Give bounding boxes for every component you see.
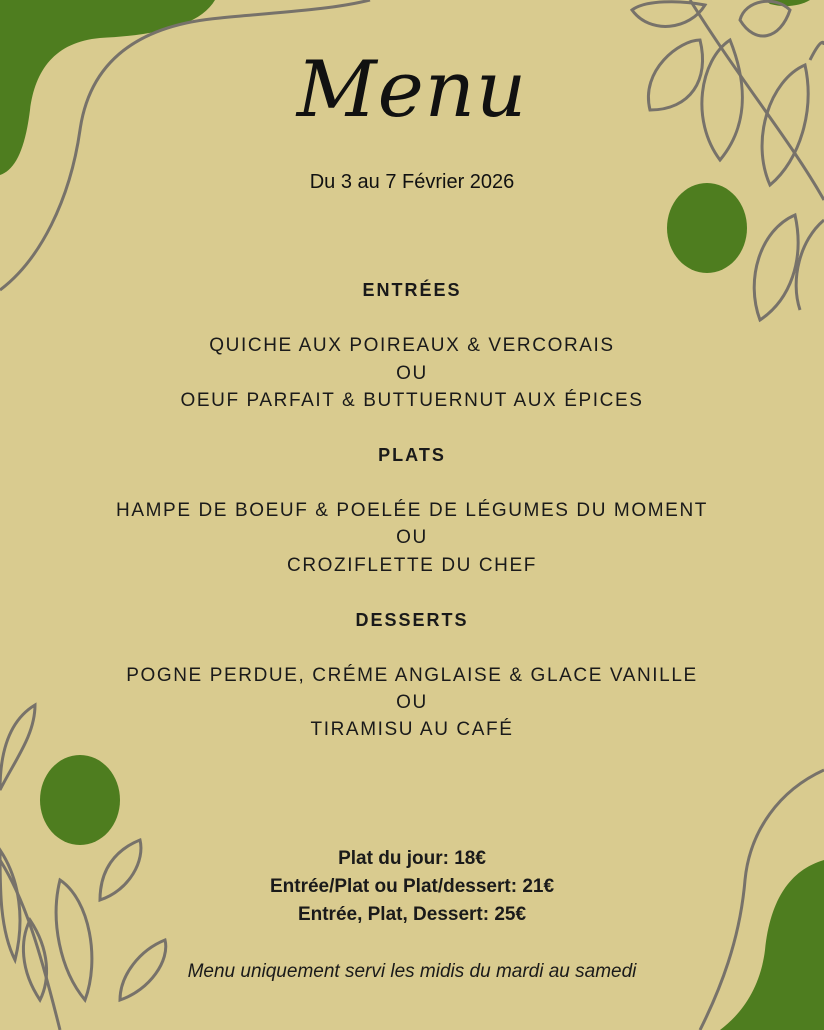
price-plat-du-jour: Plat du jour: 18€ [338,848,486,869]
green-oval-top-right [667,183,747,273]
plat-option-2: CROZIFLETTE DU CHEF [287,555,537,576]
section-heading-desserts: DESSERTS [355,610,469,630]
section-heading-plats: PLATS [378,445,446,465]
green-oval-bottom-left [40,755,120,845]
section-heading-entrees: ENTRÉES [362,280,462,300]
entree-option-1: QUICHE AUX POIREAUX & VERCORAIS [209,335,615,356]
dessert-separator: OU [396,692,428,713]
service-note: Menu uniquement servi les midis du mardi au samedi [187,961,637,982]
menu-dates: Du 3 au 7 Février 2026 [309,171,515,193]
price-two-courses: Entrée/Plat ou Plat/dessert: 21€ [269,876,555,897]
green-blob-top-right [765,0,810,6]
dessert-option-1: POGNE PERDUE, CRÉME ANGLAISE & GLACE VANILLE [126,665,698,686]
price-three-courses: Entrée, Plat, Dessert: 25€ [297,904,527,925]
dessert-option-2: TIRAMISU AU CAFÉ [310,719,514,740]
menu-title: Menu [296,45,528,135]
plat-separator: OU [396,527,428,548]
entree-option-2: OEUF PARFAIT & BUTTUERNUT AUX ÉPICES [180,390,644,411]
entree-separator: OU [396,363,428,384]
plat-option-1: HAMPE DE BOEUF & POELÉE DE LÉGUMES DU MOMENT [116,500,708,521]
